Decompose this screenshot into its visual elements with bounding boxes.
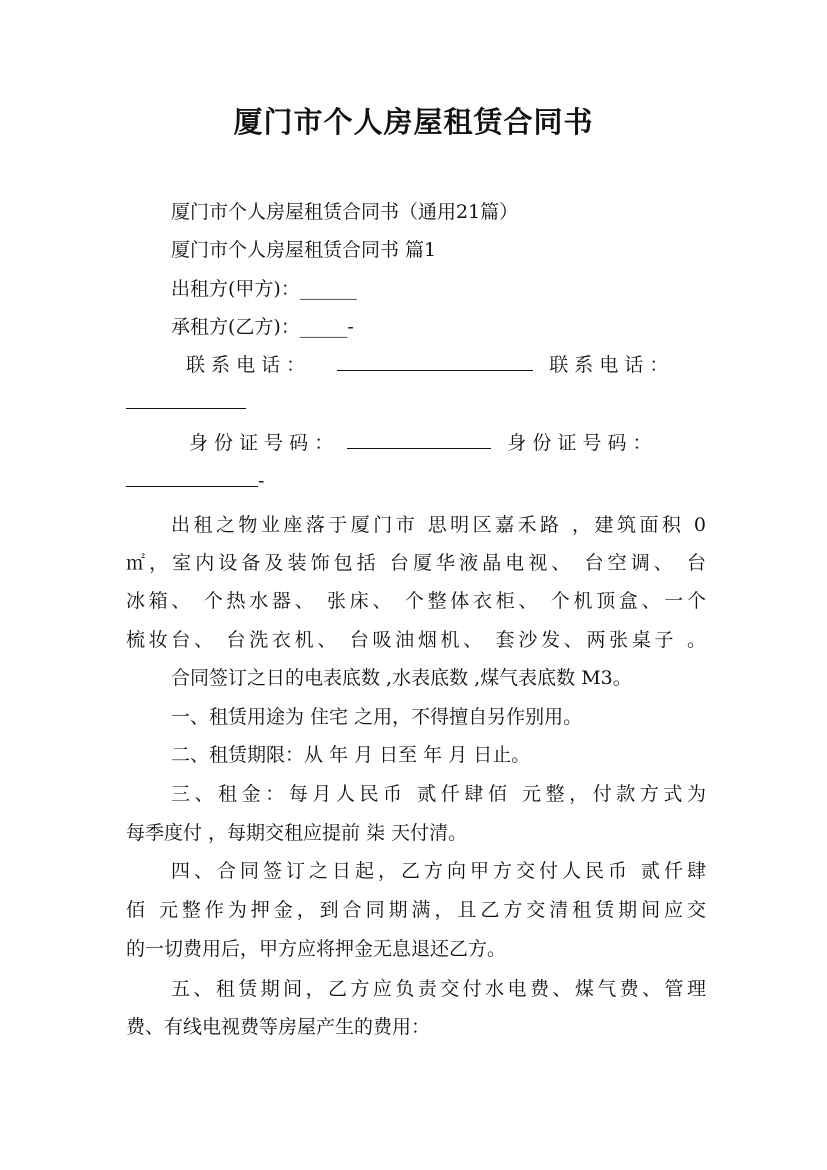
phone-label-b: 联 系 电 话 ： (549, 354, 669, 376)
clause-3-cont: 每季度付 ，每期交租应提前 柒 天付清。 (126, 822, 468, 844)
id-blank-b (126, 468, 258, 487)
id-row (189, 430, 706, 456)
id-dash: - (258, 470, 265, 492)
phone-blank-a (337, 352, 533, 371)
id-row-cont (126, 468, 706, 494)
document-title: 厦门市个人房屋租赁合同书 (233, 105, 594, 139)
paragraph-line: ㎡，室内设备及装饰包括 台厦华液晶电视、 台空调、 台 (126, 552, 706, 574)
id-label-a: 身 份 证 号 码 ： (189, 432, 334, 454)
clause-5-cont: 费、有线电视费等房屋产生的费用： (126, 1016, 431, 1038)
clause-5: 五、租赁期间，乙方应负责交付水电费、煤气费、管理 (171, 978, 706, 1000)
clause-2: 二、租赁期限：从 年 月 日至 年 月 日止。 (171, 744, 531, 766)
paragraph-line: 梳妆台、 台洗衣机、 台吸油烟机、 套沙发、两张桌子 。 (126, 629, 706, 651)
clause-4: 四、合同签订之日起，乙方向甲方交付人民币 贰仟肆 (171, 860, 706, 882)
phone-row-cont (126, 390, 706, 416)
phone-blank-b (126, 390, 246, 409)
phone-label-a: 联 系 电 话 ： (186, 354, 306, 376)
paragraph-line: 冰箱、 个热水器、 张床、 个整体衣柜、 个机顶盒、一个 (126, 590, 706, 612)
lessor-line: 出租方(甲方)：______ (171, 278, 357, 300)
clause-3: 三、租金：每月人民币 贰仟肆佰 元整，付款方式为 (171, 783, 706, 805)
clause-1: 一、租赁用途为 住宅 之用，不得擅自另作别用。 (171, 706, 583, 728)
clause-4-cont: 的一切费用后，甲方应将押金无息退还乙方。 (126, 938, 507, 960)
subtitle-line: 厦门市个人房屋租赁合同书（通用21篇） (171, 201, 519, 223)
lessee-line: 承租方(乙方)：_____- (171, 316, 354, 338)
chapter-heading: 厦门市个人房屋租赁合同书 篇1 (171, 239, 437, 261)
id-label-b: 身 份 证 号 码 ： (507, 432, 652, 454)
paragraph-line: 出租之物业座落于厦门市 思明区嘉禾路 ，建筑面积 0 (171, 514, 706, 536)
phone-row (186, 352, 706, 378)
id-blank-a (347, 430, 491, 449)
clause-4-cont: 佰 元整作为押金，到合同期满，且乙方交清租赁期间应交 (126, 899, 706, 921)
paragraph-line: 合同签订之日的电表底数 ,水表底数 ,煤气表底数 M3。 (171, 667, 632, 689)
